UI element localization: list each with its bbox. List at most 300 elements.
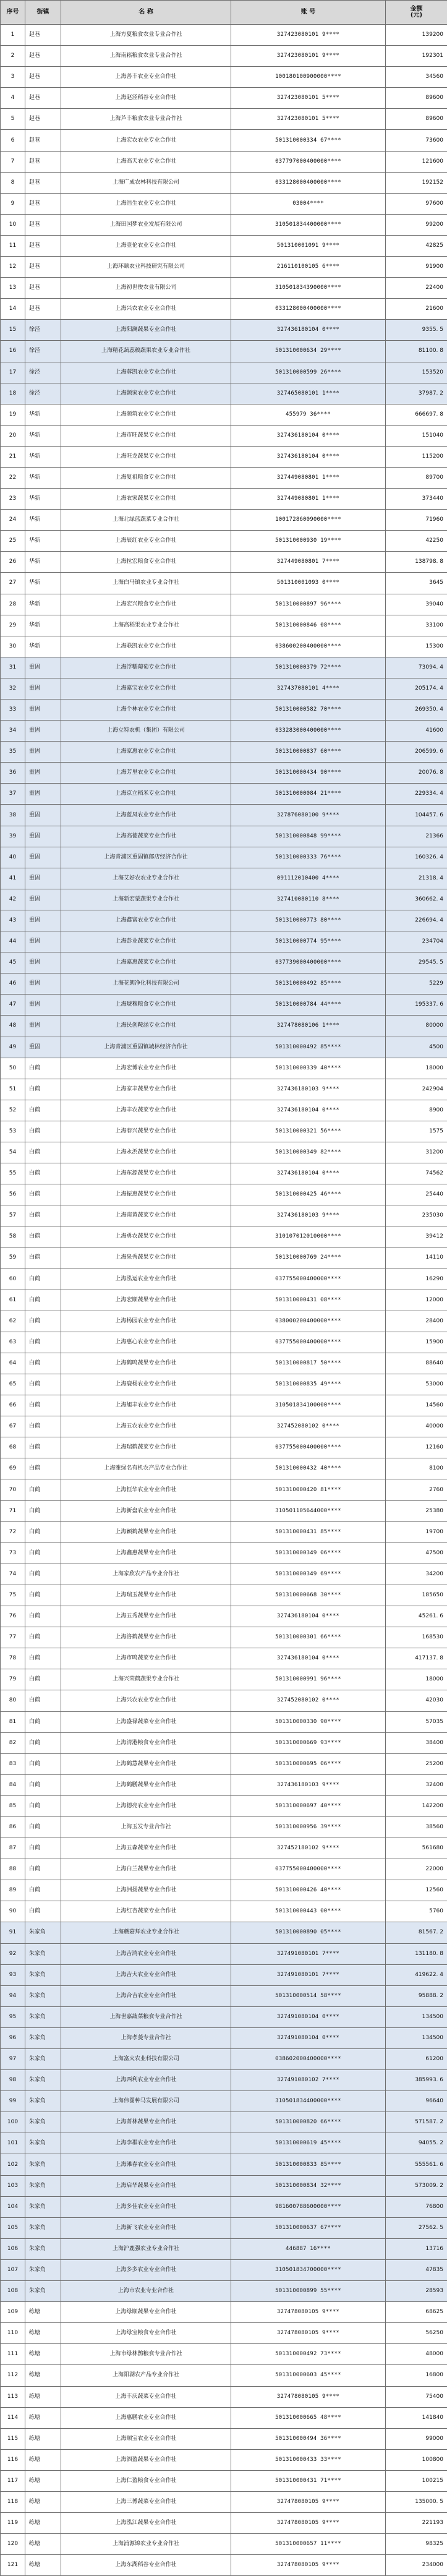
row-amount: 88640 [386, 1353, 447, 1374]
row-index: 28 [1, 594, 25, 615]
row-town: 朱家角 [25, 2070, 61, 2091]
row-town: 练塘 [25, 2365, 61, 2386]
row-index: 32 [1, 678, 25, 699]
table-row [1, 2365, 447, 2386]
row-amount: 104457. 6 [386, 805, 447, 826]
row-town: 重固 [25, 826, 61, 847]
row-account: 327436180104 0**** [231, 1100, 386, 1121]
row-town: 赵巷 [25, 193, 61, 214]
row-name: 上海方夏粮食农业专业合作社 [61, 25, 231, 46]
row-account: 327436180104 0**** [231, 1648, 386, 1669]
row-town: 白鹤 [25, 1711, 61, 1732]
row-town: 华新 [25, 636, 61, 657]
row-name: 上海丰庆蔬菜专业合作社 [61, 2386, 231, 2407]
row-index: 89 [1, 1880, 25, 1901]
row-name: 上海鑫惠蔬果专业合作社 [61, 1543, 231, 1564]
table-row [1, 278, 447, 299]
row-name: 上海世嘉蔬菜粮食专业合作社 [61, 2006, 231, 2027]
table-row [1, 1058, 447, 1079]
row-account: 501310000339 40**** [231, 1058, 386, 1079]
row-index: 20 [1, 425, 25, 446]
table-row [1, 1269, 447, 1290]
row-account: 501310000494 36**** [231, 2428, 386, 2449]
row-index: 87 [1, 1838, 25, 1859]
table-row [1, 1374, 447, 1395]
table-row [1, 1795, 447, 1816]
row-amount: 38560 [386, 1816, 447, 1838]
row-town: 白鹤 [25, 1774, 61, 1795]
row-name: 上海高天农业专业合作社 [61, 151, 231, 172]
row-index: 117 [1, 2470, 25, 2491]
row-index: 81 [1, 1711, 25, 1732]
table-row [1, 868, 447, 889]
row-name: 上海复祖粮食专业合作社 [61, 467, 231, 488]
row-index: 115 [1, 2428, 25, 2449]
table-row [1, 1205, 447, 1226]
row-name: 上海仁盈粮食专业合作社 [61, 2470, 231, 2491]
row-account: 310501834400000**** [231, 2091, 386, 2112]
table-row [1, 1479, 447, 1500]
row-account: 501310000695 06**** [231, 1753, 386, 1774]
row-index: 98 [1, 2070, 25, 2091]
row-account: 310501834400000**** [231, 214, 386, 235]
row-name: 上海初世俊农业有限公司 [61, 278, 231, 299]
row-amount: 68625 [386, 2302, 447, 2323]
row-account: 501310000890 05**** [231, 1922, 386, 1943]
row-town: 赵巷 [25, 88, 61, 109]
row-town: 白鹤 [25, 1880, 61, 1901]
row-amount: 168530 [386, 1627, 447, 1648]
row-account: 327452180102 9**** [231, 1838, 386, 1859]
row-amount: 153520 [386, 362, 447, 383]
row-amount: 27562. 5 [386, 2217, 447, 2238]
row-amount: 21318. 4 [386, 868, 447, 889]
row-amount: 34200 [386, 1564, 447, 1585]
row-index: 63 [1, 1332, 25, 1353]
row-amount: 97600 [386, 193, 447, 214]
row-amount: 139200 [386, 25, 447, 46]
row-name: 上海顺宝农业专业合作社 [61, 2428, 231, 2449]
row-name: 上海蓉凯农业专业合作社 [61, 362, 231, 383]
row-amount: 134500 [386, 2027, 447, 2048]
row-amount: 75400 [386, 2386, 447, 2407]
row-index: 69 [1, 1458, 25, 1479]
row-account: 501310000899 55**** [231, 2281, 386, 2302]
row-name: 上海沪鹿强农业专业合作社 [61, 2238, 231, 2259]
table-row [1, 1753, 447, 1774]
table-row [1, 1901, 447, 1922]
row-account: 327410080110 8**** [231, 889, 386, 910]
row-amount: 14110 [386, 1247, 447, 1269]
row-name: 上海恒华农业专业合作社 [61, 1479, 231, 1500]
table-row [1, 2112, 447, 2133]
table-row [1, 1290, 447, 1311]
row-town: 朱家角 [25, 2049, 61, 2070]
row-amount: 235030 [386, 1205, 447, 1226]
table-row [1, 510, 447, 531]
table-row [1, 2302, 447, 2323]
row-account: 327436180104 0**** [231, 425, 386, 446]
row-index: 9 [1, 193, 25, 214]
row-amount: 39040 [386, 594, 447, 615]
row-index: 61 [1, 1290, 25, 1311]
row-account: 037797000400000**** [231, 151, 386, 172]
row-account: 501310000817 50**** [231, 1353, 386, 1374]
row-index: 120 [1, 2534, 25, 2555]
row-account: 501310000619 45**** [231, 2133, 386, 2154]
row-amount: 192301 [386, 46, 447, 67]
row-town: 白鹤 [25, 1479, 61, 1500]
row-amount: 56250 [386, 2323, 447, 2344]
row-account: 327478080105 9**** [231, 2513, 386, 2534]
row-town: 练塘 [25, 2491, 61, 2512]
row-index: 13 [1, 278, 25, 299]
row-account: 037755000400000**** [231, 1437, 386, 1458]
row-name: 上海彭业蔬菜专业合作社 [61, 931, 231, 952]
table-row [1, 2555, 447, 2576]
table-row [1, 109, 447, 130]
row-amount: 18000 [386, 1058, 447, 1079]
row-town: 朱家角 [25, 2027, 61, 2048]
row-name: 上海蘑菇拜农业专业合作社 [61, 1922, 231, 1943]
row-town: 白鹤 [25, 1669, 61, 1690]
row-account: 327452080102 0**** [231, 1416, 386, 1437]
row-index: 53 [1, 1121, 25, 1142]
row-name: 上海兴荣鹤蔬果专业合作社 [61, 1669, 231, 1690]
row-index: 64 [1, 1353, 25, 1374]
row-account: 501310000634 29**** [231, 341, 386, 362]
row-town: 练塘 [25, 2555, 61, 2576]
table-row [1, 404, 447, 425]
row-name: 上海宏兴粮食专业合作社 [61, 594, 231, 615]
row-account: 216110100105 6**** [231, 257, 386, 278]
row-name: 上海泉秀蔬果专业合作社 [61, 1247, 231, 1269]
table-row [1, 2154, 447, 2175]
table-row [1, 636, 447, 657]
row-name: 上海高德蔬菜专业合作社 [61, 826, 231, 847]
row-town: 白鹤 [25, 1353, 61, 1374]
row-town: 朱家角 [25, 2112, 61, 2133]
row-town: 白鹤 [25, 1269, 61, 1290]
row-index: 92 [1, 1943, 25, 1964]
row-index: 35 [1, 742, 25, 763]
row-town: 朱家角 [25, 1964, 61, 1985]
header-town: 街镇 [25, 1, 61, 25]
row-name: 上海鹤鹏蔬果专业合作社 [61, 1774, 231, 1795]
row-amount: 373440 [386, 489, 447, 510]
row-amount: 12000 [386, 1290, 447, 1311]
row-name: 上海新飞农业专业合作社 [61, 2217, 231, 2238]
row-town: 重固 [25, 721, 61, 742]
row-name: 上海个林农业专业合作社 [61, 700, 231, 721]
row-town: 白鹤 [25, 1226, 61, 1247]
row-account: 501310000349 69**** [231, 1564, 386, 1585]
row-index: 109 [1, 2302, 25, 2323]
row-index: 27 [1, 573, 25, 594]
table-row [1, 2428, 447, 2449]
row-index: 78 [1, 1648, 25, 1669]
row-index: 82 [1, 1732, 25, 1753]
row-amount: 42250 [386, 531, 447, 552]
row-account: 037755000400000**** [231, 1332, 386, 1353]
row-amount: 226694. 4 [386, 910, 447, 931]
row-town: 白鹤 [25, 1332, 61, 1353]
row-index: 19 [1, 404, 25, 425]
row-amount: 13716 [386, 2238, 447, 2259]
row-account: 501310000084 21**** [231, 784, 386, 805]
row-amount: 18000 [386, 1669, 447, 1690]
row-index: 23 [1, 489, 25, 510]
row-name: 上海鹤慧蔬果专业合作社 [61, 1753, 231, 1774]
table-row [1, 594, 447, 615]
table-row [1, 2513, 447, 2534]
table-row [1, 2491, 447, 2512]
row-town: 练塘 [25, 2470, 61, 2491]
row-account: 327423080101 9**** [231, 46, 386, 67]
row-index: 22 [1, 467, 25, 488]
row-amount: 5760 [386, 1901, 447, 1922]
row-amount: 48000 [386, 2344, 447, 2365]
table-row [1, 973, 447, 995]
row-index: 108 [1, 2281, 25, 2302]
table-row [1, 763, 447, 784]
row-amount: 205174. 4 [386, 678, 447, 699]
row-amount: 12560 [386, 1880, 447, 1901]
row-amount: 29545. 5 [386, 952, 447, 973]
row-town: 华新 [25, 552, 61, 573]
row-town: 朱家角 [25, 2006, 61, 2027]
row-index: 86 [1, 1816, 25, 1838]
row-town: 白鹤 [25, 1416, 61, 1437]
row-name: 上海琥穆粮食专业合作社 [61, 995, 231, 1016]
row-account: 037739000400000**** [231, 952, 386, 973]
table-row [1, 2175, 447, 2196]
row-account: 501310000431 85**** [231, 1521, 386, 1543]
row-town: 朱家角 [25, 1943, 61, 1964]
row-town: 练塘 [25, 2449, 61, 2470]
table-row [1, 446, 447, 467]
row-account: 501310000835 49**** [231, 1374, 386, 1395]
row-account: 327491080102 7**** [231, 2070, 386, 2091]
row-index: 88 [1, 1859, 25, 1880]
row-amount: 160326. 4 [386, 847, 447, 868]
row-index: 33 [1, 700, 25, 721]
row-town: 白鹤 [25, 1732, 61, 1753]
row-name: 上海南黄蔬菜专业合作社 [61, 1205, 231, 1226]
table-row [1, 1521, 447, 1543]
row-name: 上海花朗净化科技有限公司 [61, 973, 231, 995]
row-town: 白鹤 [25, 1205, 61, 1226]
row-amount: 185650 [386, 1585, 447, 1606]
table-row [1, 805, 447, 826]
row-account: 037755000400000**** [231, 1269, 386, 1290]
row-town: 朱家角 [25, 2154, 61, 2175]
table-row [1, 657, 447, 678]
row-name: 上海宏农农业专业合作社 [61, 130, 231, 151]
row-amount: 419622. 4 [386, 1964, 447, 1985]
row-town: 重固 [25, 784, 61, 805]
row-index: 107 [1, 2259, 25, 2280]
row-town: 赵巷 [25, 151, 61, 172]
row-town: 练塘 [25, 2534, 61, 2555]
row-account: 501310000431 71**** [231, 2470, 386, 2491]
row-account: 501310000425 46**** [231, 1184, 386, 1205]
row-town: 重固 [25, 700, 61, 721]
table-row [1, 2534, 447, 2555]
row-amount: 25380 [386, 1500, 447, 1521]
row-index: 30 [1, 636, 25, 657]
table-row [1, 1880, 447, 1901]
row-name: 上海德亮农业专业合作社 [61, 1795, 231, 1816]
row-town: 练塘 [25, 2302, 61, 2323]
table-row [1, 130, 447, 151]
row-amount: 100215 [386, 2470, 447, 2491]
table-row [1, 1184, 447, 1205]
row-name: 上海鹤鸣蔬果专业合作社 [61, 1353, 231, 1374]
row-account: 501310000432 40**** [231, 1458, 386, 1479]
row-account: 501310000420 81**** [231, 1479, 386, 1500]
row-name: 上海吉大农业专业合作社 [61, 1964, 231, 1985]
row-index: 14 [1, 299, 25, 320]
table-row [1, 341, 447, 362]
row-account: 501310000321 56**** [231, 1121, 386, 1142]
row-name: 上海伟图种马发展有限公司 [61, 2091, 231, 2112]
row-account: 501310000443 00**** [231, 1901, 386, 1922]
row-name: 上海辰红农业专业合作社 [61, 531, 231, 552]
row-account: 501310000769 24**** [231, 1247, 386, 1269]
row-index: 16 [1, 341, 25, 362]
row-account: 501310000697 40**** [231, 1795, 386, 1816]
row-index: 97 [1, 2049, 25, 2070]
row-index: 68 [1, 1437, 25, 1458]
row-name: 上海市绿林鹊粮食专业合作社 [61, 2344, 231, 2365]
row-amount: 14560 [386, 1395, 447, 1416]
table-row [1, 847, 447, 868]
row-account: 501310000349 06**** [231, 1543, 386, 1564]
table-row [1, 235, 447, 256]
row-name: 上海富火农业科技有限公司 [61, 2049, 231, 2070]
row-name: 上海青浦区重固镇城林经济合作社 [61, 1037, 231, 1058]
table-row [1, 172, 447, 193]
row-account: 501310000669 93**** [231, 1732, 386, 1753]
table-body [1, 25, 447, 2576]
table-row [1, 1564, 447, 1585]
row-town: 练塘 [25, 2513, 61, 2534]
row-name: 上海环颐农业科技研究有限公司 [61, 257, 231, 278]
row-name: 上海泓运农业专业合作社 [61, 1269, 231, 1290]
row-account: 327478080105 9**** [231, 2491, 386, 2512]
row-amount: 100800 [386, 2449, 447, 2470]
row-index: 29 [1, 615, 25, 636]
row-amount: 61200 [386, 2049, 447, 2070]
row-name: 上海市旺蔬果专业合作社 [61, 425, 231, 446]
row-index: 105 [1, 2217, 25, 2238]
row-name: 上海艾好农农业专业合作社 [61, 868, 231, 889]
table-row [1, 1732, 447, 1753]
row-index: 106 [1, 2238, 25, 2259]
row-index: 104 [1, 2196, 25, 2217]
row-town: 白鹤 [25, 1374, 61, 1395]
row-town: 白鹤 [25, 1142, 61, 1163]
row-name: 上海家欣农产品专业合作社 [61, 1564, 231, 1585]
header-index: 序号 [1, 1, 25, 25]
row-name: 上海民创鞍涵专业合作社 [61, 1016, 231, 1037]
row-amount: 360662. 4 [386, 889, 447, 910]
row-index: 100 [1, 2112, 25, 2133]
row-town: 重固 [25, 995, 61, 1016]
row-town: 华新 [25, 467, 61, 488]
row-account: 501310000846 08**** [231, 615, 386, 636]
row-index: 113 [1, 2386, 25, 2407]
table-row [1, 2238, 447, 2259]
row-account: 501310000820 66**** [231, 2112, 386, 2133]
row-town: 华新 [25, 615, 61, 636]
row-index: 54 [1, 1142, 25, 1163]
row-town: 华新 [25, 404, 61, 425]
row-index: 24 [1, 510, 25, 531]
row-town: 赵巷 [25, 235, 61, 256]
row-name: 上海高稻果农业专业合作社 [61, 615, 231, 636]
table-row [1, 1859, 447, 1880]
row-amount: 192152 [386, 172, 447, 193]
row-account: 501310000774 95**** [231, 931, 386, 952]
row-account: 327449080801 7**** [231, 552, 386, 573]
row-index: 83 [1, 1753, 25, 1774]
table-row [1, 1711, 447, 1732]
row-town: 白鹤 [25, 1859, 61, 1880]
row-amount: 47500 [386, 1543, 447, 1564]
row-amount: 89700 [386, 467, 447, 488]
row-town: 重固 [25, 868, 61, 889]
row-town: 重固 [25, 742, 61, 763]
row-amount: 81567. 2 [386, 1922, 447, 1943]
table-row [1, 1142, 447, 1163]
row-town: 重固 [25, 763, 61, 784]
row-index: 66 [1, 1395, 25, 1416]
row-account: 501310000668 30**** [231, 1585, 386, 1606]
row-index: 3 [1, 67, 25, 88]
row-index: 1 [1, 25, 25, 46]
row-index: 36 [1, 763, 25, 784]
row-index: 103 [1, 2175, 25, 2196]
table-row [1, 931, 447, 952]
row-account: 501310000330 90**** [231, 1711, 386, 1732]
row-account: 501310000582 70**** [231, 700, 386, 721]
row-name: 上海芳里农业专业合作社 [61, 763, 231, 784]
table-row [1, 910, 447, 931]
row-name: 上海启华蔬果专业合作社 [61, 2175, 231, 2196]
row-account: 327876080100 9**** [231, 805, 386, 826]
row-account: 501310000492 85**** [231, 1037, 386, 1058]
row-name: 上海浦源锦农业专业合作社 [61, 2534, 231, 2555]
row-account: 501310000848 99**** [231, 826, 386, 847]
row-index: 57 [1, 1205, 25, 1226]
table-row [1, 1353, 447, 1374]
row-index: 4 [1, 88, 25, 109]
row-amount: 22400 [386, 278, 447, 299]
row-town: 白鹤 [25, 1901, 61, 1922]
row-town: 白鹤 [25, 1184, 61, 1205]
row-index: 40 [1, 847, 25, 868]
row-amount: 38400 [386, 1732, 447, 1753]
row-index: 38 [1, 805, 25, 826]
row-town: 徐泾 [25, 341, 61, 362]
row-amount: 19700 [386, 1521, 447, 1543]
table-row [1, 1922, 447, 1943]
row-town: 徐泾 [25, 320, 61, 341]
table-row [1, 25, 447, 46]
row-account: 501310000897 96**** [231, 594, 386, 615]
